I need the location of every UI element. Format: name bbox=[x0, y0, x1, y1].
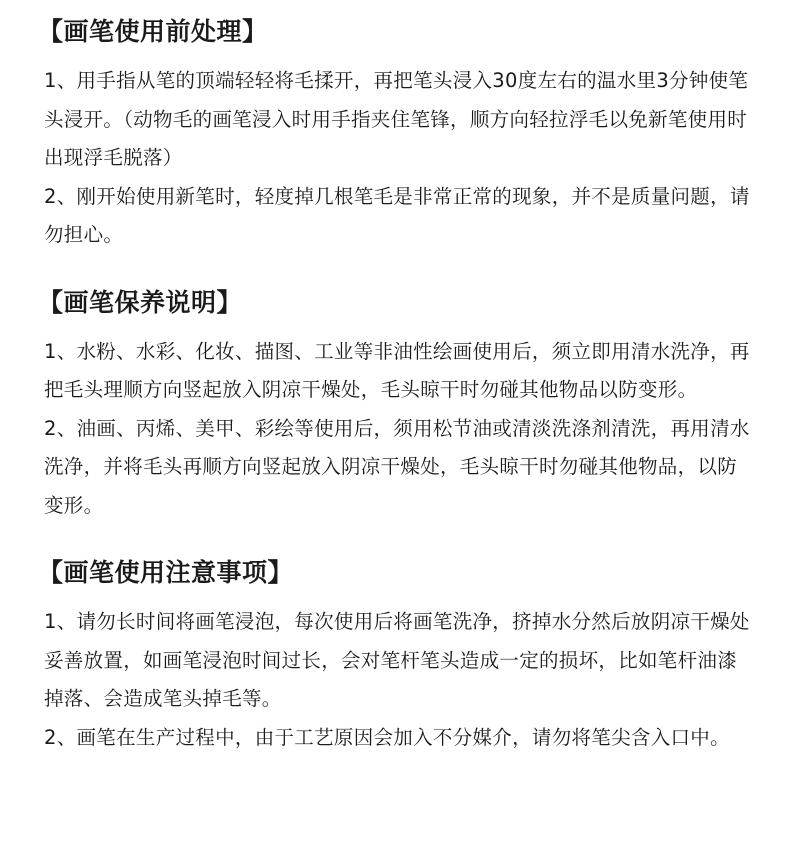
paragraph: 2、画笔在生产过程中，由于工艺原因会加入不分媒介，请勿将笔尖含入口中。 bbox=[44, 725, 730, 749]
section-title: 【画笔保养说明】 bbox=[38, 287, 243, 317]
paragraph: 1、用手指从笔的顶端轻轻将毛揉开，再把笔头浸入30度左右的温水里3分钟使笔头浸开。（动物毛的画笔浸入时用手指夹住笔锋，顺方向轻拉浮毛以免新笔使用时出现浮毛脱落） bbox=[44, 69, 749, 169]
paragraph: 1、水粉、水彩、化妆、描图、工业等非油性绘画使用后，须立即用清水洗净，再把毛头理顺方向竖起放入阴凉干燥处，毛头晾干时勿碰其他物品以防变形。 bbox=[44, 339, 750, 401]
section-precautions bbox=[38, 553, 750, 757]
paragraph: 2、油画、丙烯、美甲、彩绘等使用后，须用松节油或清淡洗涤剂清洗，再用清水洗净，并将毛头再顺方向竖起放入阴凉干燥处，毛头晾干时勿碰其他物品，以防变形。 bbox=[44, 416, 750, 517]
section-pre-use bbox=[38, 12, 750, 255]
section-maintenance bbox=[38, 283, 750, 526]
section-title: 【画笔使用注意事项】 bbox=[38, 558, 294, 587]
paragraph: 1、请勿长时间将画笔浸泡，每次使用后将画笔洗净，挤掉水分然后放阴凉干燥处妥善放置，如画笔浸泡时间过长，会对笔杆笔头造成一定的损坏，比如笔杆油漆掉落、会造成笔头掉毛等。 bbox=[44, 610, 750, 710]
paragraph: 2、刚开始使用新笔时，轻度掉几根笔毛是非常正常的现象，并不是质量问题，请勿担心。 bbox=[44, 184, 750, 246]
section-title: 【画笔使用前处理】 bbox=[38, 17, 268, 46]
